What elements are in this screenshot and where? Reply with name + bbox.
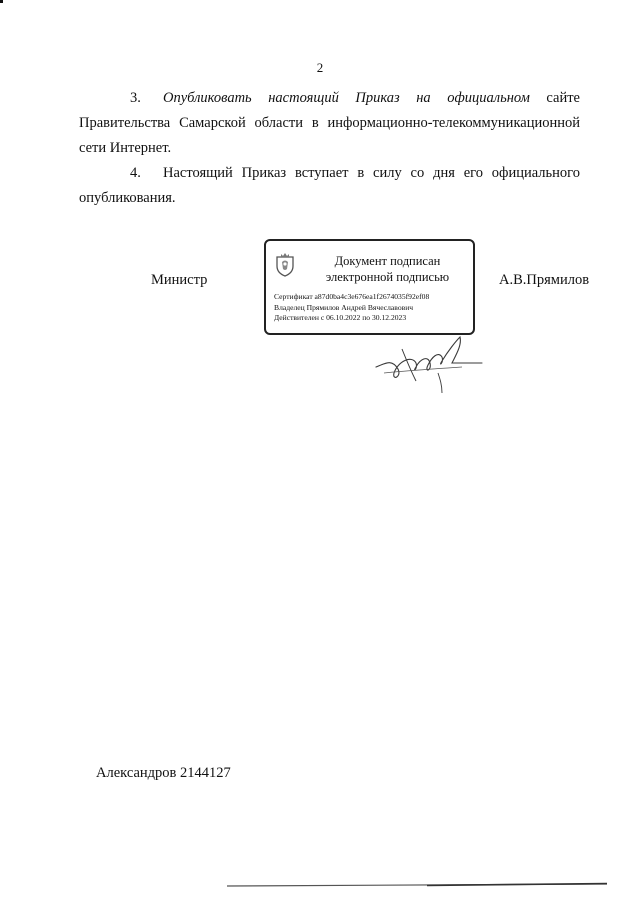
paragraph-4-number: 4. xyxy=(130,165,141,181)
signer-position: Министр xyxy=(151,272,208,288)
stamp-title xyxy=(300,253,475,285)
paragraph-3 xyxy=(79,86,580,161)
paragraph-3-word: Опубликовать xyxy=(163,90,252,106)
paragraph-3-continuation: Правительства Самарской области в информационно-телекоммуникационной сети Интернет. xyxy=(79,115,580,156)
signer-name: А.В.Прямилов xyxy=(499,272,590,288)
stamp-details xyxy=(274,292,474,324)
paragraph-3-word: на xyxy=(416,90,431,106)
paragraph-3-number: 3. xyxy=(130,90,141,106)
page-number: 2 xyxy=(316,60,324,75)
stamp-validity: Действителен с 06.10.2022 по 30.12.2023 xyxy=(274,313,407,322)
bottom-scan-line xyxy=(227,882,607,888)
handwritten-signature-icon xyxy=(372,333,484,395)
paragraph-3-word: Приказ xyxy=(355,90,400,106)
executor-contact: Александров 2144127 xyxy=(96,765,231,781)
paragraph-3-word: официальном xyxy=(447,90,530,106)
e-signature-stamp xyxy=(264,239,475,335)
samara-coat-of-arms-icon xyxy=(274,251,296,277)
stamp-owner: Владелец Прямилов Андрей Вячеславович xyxy=(274,302,414,312)
stamp-title-line-2: электронной подписью xyxy=(325,270,450,284)
paragraph-4-text: Настоящий Приказ вступает в силу со дня его официального опубликования. xyxy=(79,165,580,206)
paragraph-3-word: настоящий xyxy=(268,90,339,106)
stamp-title-line-1: Документ подписан xyxy=(334,254,441,268)
paragraph-4 xyxy=(79,161,580,211)
stamp-certificate: Сертификат a87d0ba4c3e676ea1f2674035f92ef08 xyxy=(274,292,430,301)
paragraph-3-word: сайте xyxy=(546,90,580,106)
scan-corner-mark xyxy=(0,0,3,3)
paragraph-3-first-line xyxy=(79,86,580,111)
